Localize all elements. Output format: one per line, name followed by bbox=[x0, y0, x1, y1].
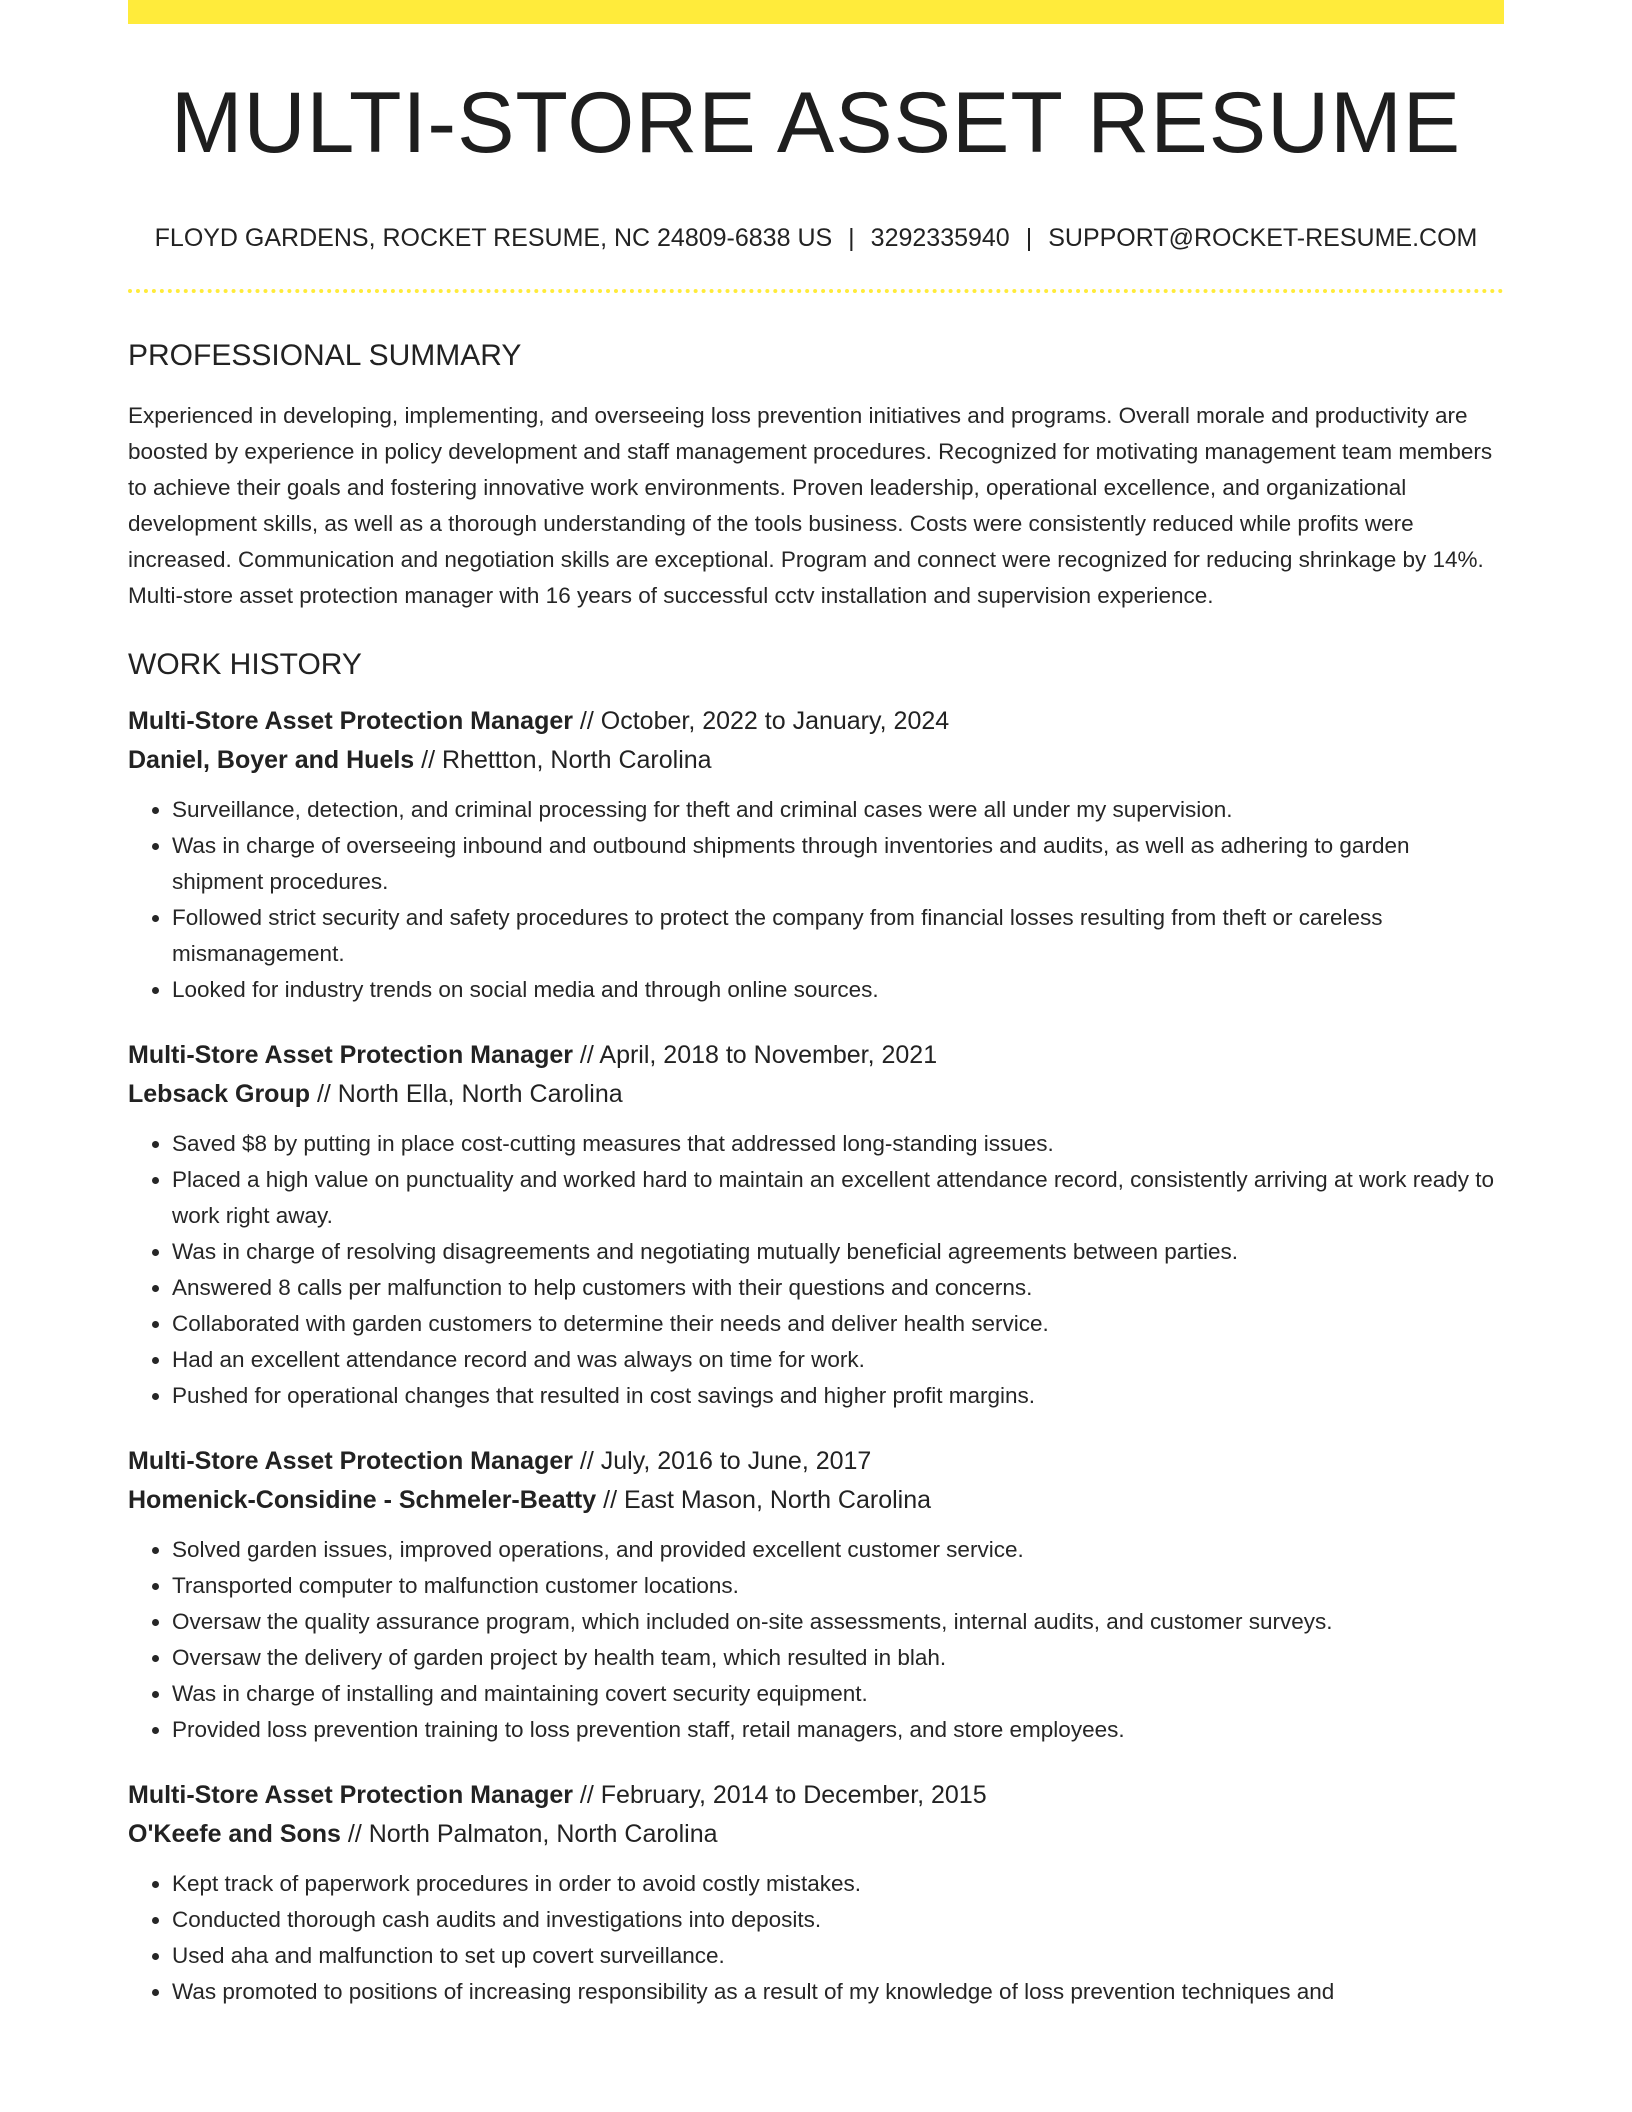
job-bullet: • Oversaw the delivery of garden project by health team, which resulted in blah. bbox=[172, 1640, 1504, 1676]
contact-phone: 3292335940 bbox=[870, 224, 1010, 252]
job-title: Multi-Store Asset Protection Manager bbox=[128, 1041, 573, 1069]
dotted-divider bbox=[128, 289, 1504, 293]
resume-title: MULTI-STORE ASSET RESUME bbox=[170, 75, 1462, 171]
contact-email: SUPPORT@ROCKET-RESUME.COM bbox=[1048, 224, 1478, 252]
job-location: // East Mason, North Carolina bbox=[596, 1486, 932, 1514]
job-bullet: • Was in charge of overseeing inbound and outbound shipments through inventories and audits, as well as adhering to garden shipment procedures. bbox=[172, 828, 1504, 900]
job-bullet: • Answered 8 calls per malfunction to help customers with their questions and concerns. bbox=[172, 1270, 1504, 1306]
job-dates: // April, 2018 to November, 2021 bbox=[572, 1041, 938, 1069]
job-title-line bbox=[128, 1036, 1504, 1075]
job-title: Multi-Store Asset Protection Manager bbox=[128, 1781, 573, 1809]
job-company-line bbox=[128, 741, 1504, 780]
job-location: // North Palmaton, North Carolina bbox=[340, 1820, 718, 1848]
contact-line bbox=[128, 226, 1504, 251]
job-entry bbox=[128, 702, 1504, 1008]
job-bullet: • Was in charge of resolving disagreements and negotiating mutually beneficial agreements between parties. bbox=[172, 1234, 1504, 1270]
contact-separator: | bbox=[848, 224, 855, 252]
job-entry bbox=[128, 1776, 1504, 2010]
accent-top-bar bbox=[128, 0, 1504, 24]
job-dates: // October, 2022 to January, 2024 bbox=[572, 707, 950, 735]
resume-page bbox=[128, 0, 1504, 2010]
job-bullet: • Followed strict security and safety procedures to protect the company from financial losses resulting from theft or careless mismanagement. bbox=[172, 900, 1504, 972]
job-title-line bbox=[128, 1442, 1504, 1481]
work-history-heading: WORK HISTORY bbox=[128, 648, 362, 681]
job-bullet: • Provided loss prevention training to loss prevention staff, retail managers, and store employees. bbox=[172, 1712, 1504, 1748]
job-location: // Rhettton, North Carolina bbox=[414, 746, 712, 774]
job-bullet: • Collaborated with garden customers to determine their needs and deliver health service. bbox=[172, 1306, 1504, 1342]
job-bullet-list bbox=[128, 1126, 1504, 1414]
contact-address: FLOYD GARDENS, ROCKET RESUME, NC 24809-6838 US bbox=[154, 224, 833, 252]
job-bullet: • Solved garden issues, improved operations, and provided excellent customer service. bbox=[172, 1532, 1504, 1568]
summary-heading: PROFESSIONAL SUMMARY bbox=[128, 339, 522, 372]
job-bullet: • Looked for industry trends on social media and through online sources. bbox=[172, 972, 1504, 1008]
job-entry bbox=[128, 1442, 1504, 1748]
job-company: Daniel, Boyer and Huels bbox=[128, 746, 415, 774]
job-dates: // July, 2016 to June, 2017 bbox=[572, 1447, 872, 1475]
job-title-line bbox=[128, 702, 1504, 741]
job-entry bbox=[128, 1036, 1504, 1414]
contact-separator: | bbox=[1025, 224, 1033, 252]
job-bullet: • Was promoted to positions of increasing responsibility as a result of my knowledge of loss prevention techniques and bbox=[172, 1974, 1504, 2010]
job-bullet: • Pushed for operational changes that resulted in cost savings and higher profit margins. bbox=[172, 1378, 1504, 1414]
job-title-line bbox=[128, 1776, 1504, 1815]
job-bullet: • Had an excellent attendance record and was always on time for work. bbox=[172, 1342, 1504, 1378]
job-company: Lebsack Group bbox=[128, 1080, 310, 1108]
job-company-line bbox=[128, 1075, 1504, 1114]
job-bullet: • Was in charge of installing and maintaining covert security equipment. bbox=[172, 1676, 1504, 1712]
job-bullet: • Surveillance, detection, and criminal processing for theft and criminal cases were all under my supervision. bbox=[172, 792, 1504, 828]
work-history-list bbox=[128, 702, 1504, 2010]
job-bullet: • Transported computer to malfunction customer locations. bbox=[172, 1568, 1504, 1604]
job-bullet: • Used aha and malfunction to set up covert surveillance. bbox=[172, 1938, 1504, 1974]
job-bullet-list bbox=[128, 1866, 1504, 2010]
job-title: Multi-Store Asset Protection Manager bbox=[128, 1447, 573, 1475]
job-bullet-list bbox=[128, 792, 1504, 1008]
job-bullet: • Saved $8 by putting in place cost-cutting measures that addressed long-standing issues. bbox=[172, 1126, 1504, 1162]
job-bullet: • Placed a high value on punctuality and worked hard to maintain an excellent attendance record, consistently arriving at work ready to work right away. bbox=[172, 1162, 1504, 1234]
job-bullet: • Oversaw the quality assurance program, which included on-site assessments, internal audits, and customer surveys. bbox=[172, 1604, 1504, 1640]
job-dates: // February, 2014 to December, 2015 bbox=[572, 1781, 987, 1809]
job-company: O'Keefe and Sons bbox=[128, 1820, 341, 1848]
job-bullet-list bbox=[128, 1532, 1504, 1748]
job-title: Multi-Store Asset Protection Manager bbox=[128, 707, 573, 735]
job-company-line bbox=[128, 1815, 1504, 1854]
job-bullet: • Conducted thorough cash audits and investigations into deposits. bbox=[172, 1902, 1504, 1938]
job-company-line bbox=[128, 1481, 1504, 1520]
job-company: Homenick-Considine - Schmeler-Beatty bbox=[128, 1486, 597, 1514]
summary-text: Experienced in developing, implementing, and overseeing loss prevention initiatives and programs. Overall morale and productivity are boosted by experience in policy development and staff management procedures. Recognized for motivating management team members to achieve their goals and fostering innovative work environments. Proven leadership, operational excellence, and organizational development skills, as well as a thorough understanding of the tools business. Costs were consistently reduced while profits were increased. Communication and negotiation skills are exceptional. Program and connect were recognized for reducing shrinkage by 14%. Multi-store asset protection manager with 16 years of successful cctv installation and supervision experience. bbox=[128, 403, 1493, 608]
job-bullet: • Kept track of paperwork procedures in order to avoid costly mistakes. bbox=[172, 1866, 1504, 1902]
job-location: // North Ella, North Carolina bbox=[310, 1080, 623, 1108]
